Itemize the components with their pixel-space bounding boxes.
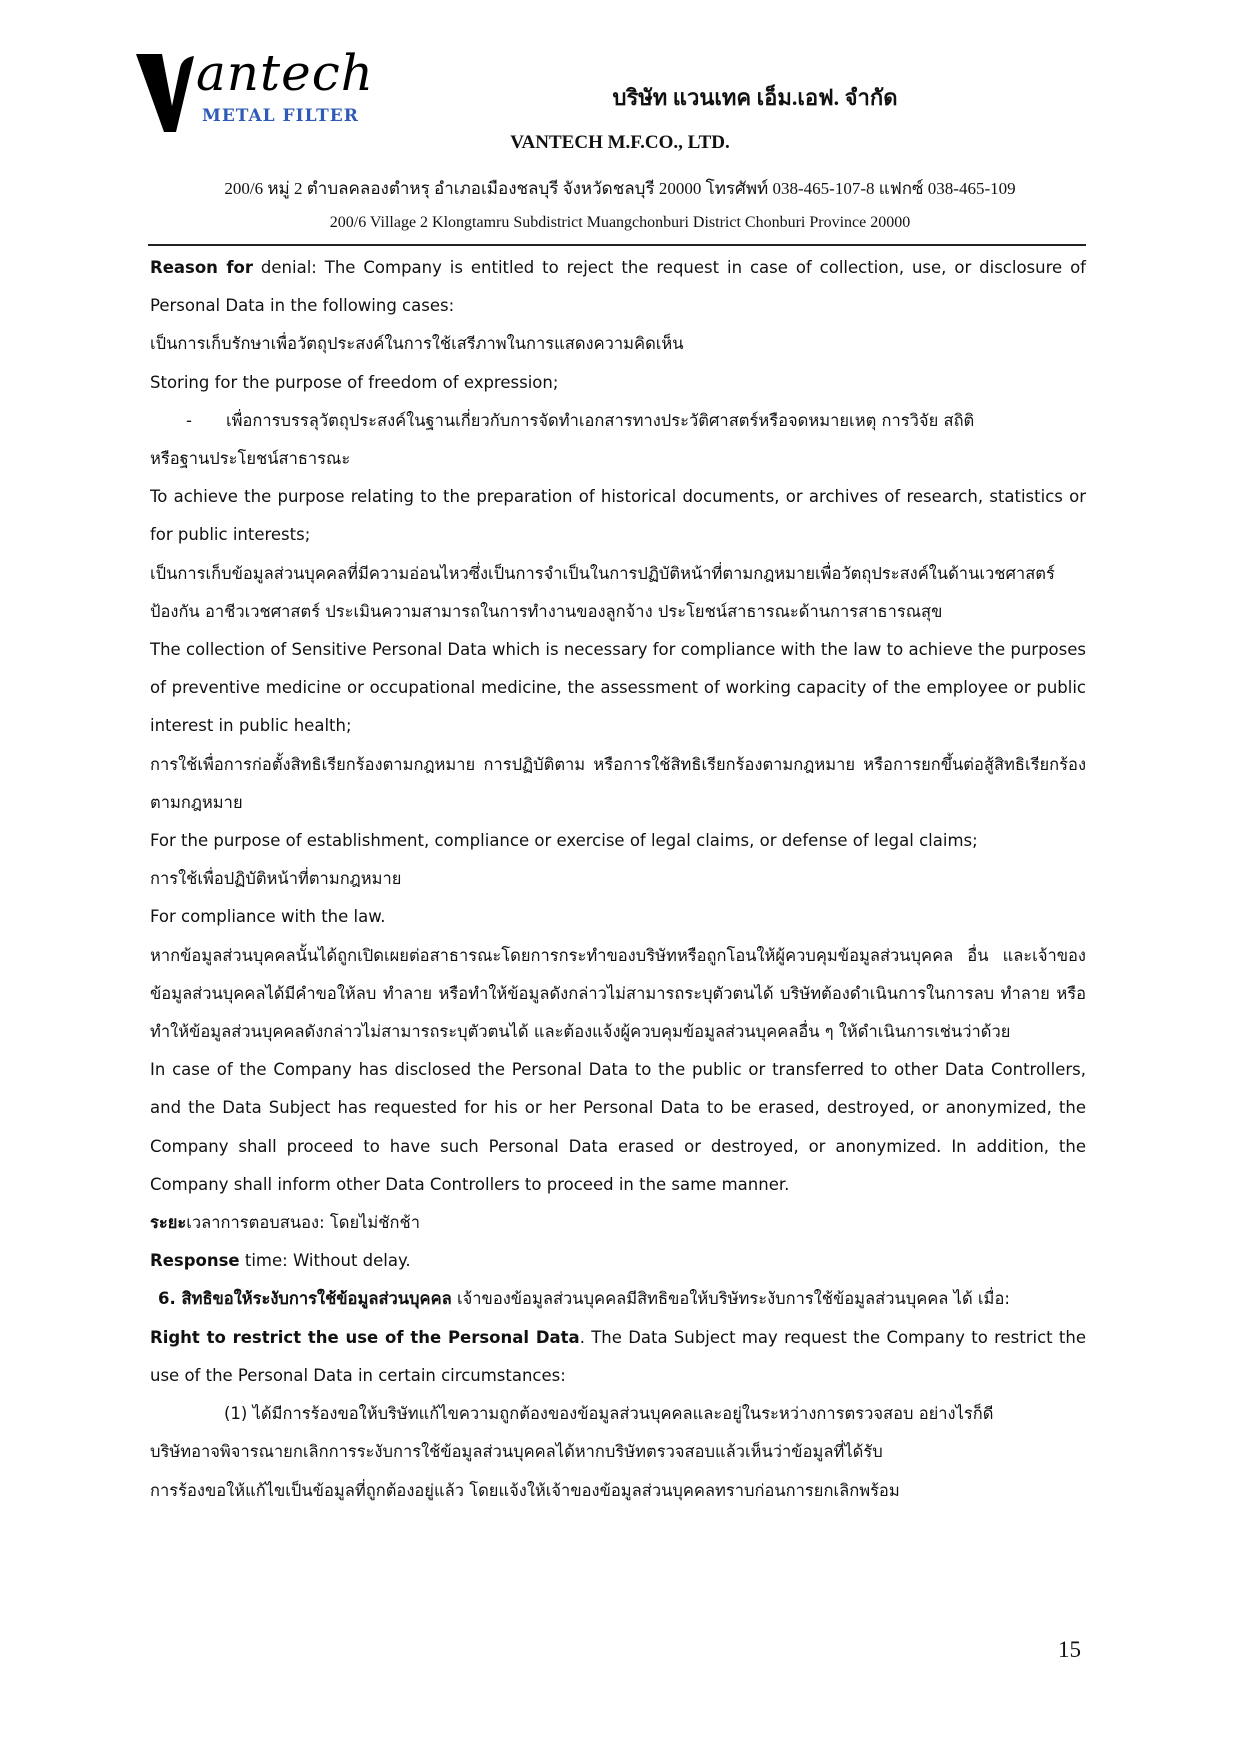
response-time-thai-text: เวลาการตอบสนอง: โดยไม่ชักช้า <box>186 1213 420 1233</box>
document-body <box>150 249 1086 1510</box>
case3-english: The collection of Sensitive Personal Data which is necessary for compliance with the law to achieve the purposes of preventive medicine or occupational medicine, the assessment of working capacity of the employee or public interest in public health; <box>150 640 1086 736</box>
section6-thai <box>150 1280 1086 1318</box>
address-english: 200/6 Village 2 Klongtamru Subdistrict Muangchonburi District Chonburi Province 20000 <box>329 214 911 231</box>
section6-english <box>150 1319 1086 1395</box>
section6-english-heading: Right to restrict the use of the Personal Data <box>150 1327 580 1347</box>
section6-english-text: . The Data Subject may request the Company to restrict the use of the Personal Data in certain circumstances: <box>150 1327 1086 1385</box>
company-name-thai: บริษัท แวนเทค เอ็ม.เอฟ. จำกัด <box>612 85 898 110</box>
response-time-english-text: time: Without delay. <box>239 1251 411 1271</box>
bullet-dash: - <box>186 410 192 430</box>
logo-subtitle: METAL FILTER <box>202 106 359 126</box>
case4-thai: การใช้เพื่อการก่อตั้งสิทธิเรียกร้องตามกฎหมาย การปฏิบัติตาม หรือการใช้สิทธิเรียกร้องตามกฎหมาย หรือการยกขึ้นต่อสู้สิทธิเรียกร้องตามกฎหมาย <box>150 754 1086 812</box>
section6-thai-heading: 6. สิทธิขอให้ระงับการใช้ข้อมูลส่วนบุคคล <box>158 1289 452 1309</box>
page-number: 15 <box>1058 1637 1081 1662</box>
logo-wordmark: antech <box>196 44 374 102</box>
section6-thai-text: เจ้าของข้อมูลส่วนบุคคลมีสิทธิขอให้บริษัทระงับการใช้ข้อมูลส่วนบุคคล ได้ เมื่อ: <box>451 1289 1010 1309</box>
item1-thai-line2: บริษัทอาจพิจารณายกเลิกการระงับการใช้ข้อมูลส่วนบุคคลได้หากบริษัทตรวจสอบแล้วเห็นว่าข้อมูลที่ได้รับ <box>150 1442 883 1462</box>
response-time-thai-label: ระยะ <box>150 1213 187 1233</box>
case2-thai-text: เพื่อการบรรลุวัตถุประสงค์ในฐานเกี่ยวกับการจัดทำเอกสารทางประวัติศาสตร์หรือจดหมายเหตุ การวิจัย สถิติ <box>226 410 975 430</box>
case4-english: For the purpose of establishment, compliance or exercise of legal claims, or defense of legal claims; <box>150 831 978 851</box>
reason-label: Reason for <box>150 258 254 277</box>
case1-thai: เป็นการเก็บรักษาเพื่อวัตถุประสงค์ในการใช้เสรีภาพในการแสดงความคิดเห็น <box>150 334 684 354</box>
address-thai: 200/6 หมู่ 2 ตำบลคลองตำหรุ อำเภอเมืองชลบุรี จังหวัดชลบุรี 20000 โทรศัพท์ 038-465-107-8 แฟกซ์ 038-465-109 <box>224 179 1016 198</box>
item1-thai-line3: การร้องขอให้แก้ไขเป็นข้อมูลที่ถูกต้องอยู่แล้ว โดยแจ้งให้เจ้าของข้อมูลส่วนบุคคลทราบก่อนการยกเลิกพร้อม <box>150 1480 900 1500</box>
company-name-english: VANTECH M.F.CO., LTD. <box>510 132 730 153</box>
case2-english: To achieve the purpose relating to the preparation of historical documents, or archives of research, statistics or for public interests; <box>150 487 1086 545</box>
case5-thai: การใช้เพื่อปฏิบัติหน้าที่ตามกฎหมาย <box>150 869 402 889</box>
reason-for-denial-paragraph <box>150 249 1086 325</box>
reason-text: denial: The Company is entitled to reject the request in case of collection, use, or disclosure of Personal Data in the following cases: <box>150 258 1086 316</box>
disclosed-data-english: In case of the Company has disclosed the Personal Data to the public or transferred to other Data Controllers, and the Data Subject has requested for his or her Personal Data to be erased, destroyed, or anonymized, the Company shall proceed to have such Personal Data erased or destroyed, or anonymized. In addition, the Company shall inform other Data Controllers to proceed in the same manner. <box>150 1060 1086 1194</box>
item1-thai-line1: (1) ได้มีการร้องขอให้บริษัทแก้ไขความถูกต้องของข้อมูลส่วนบุคคลและอยู่ในระหว่างการตรวจสอบ อย่างไรก็ดี <box>224 1404 994 1424</box>
case2-thai-continued: หรือฐานประโยชน์สาธารณะ <box>150 449 351 469</box>
response-time-thai <box>150 1204 1086 1242</box>
disclosed-data-thai: หากข้อมูลส่วนบุคคลนั้นได้ถูกเปิดเผยต่อสาธารณะโดยการกระทำของบริษัทหรือถูกโอนให้ผู้ควบคุมข้อมูลส่วนบุคคล อื่น และเจ้าของข้อมูลส่วนบุคคลได้มีคำขอให้ลบ ทำลาย หรือทำให้ข้อมูลดังกล่าวไม่สามารถระบุตัวตนได้ บริษัทต้องดำเนินการในการลบ ทำลาย หรือทำให้ข้อมูลส่วนบุคคลดังกล่าวไม่สามารถระบุตัวตนได้ และต้องแจ้งผู้ควบคุมข้อมูลส่วนบุคคลอื่น ๆ ให้ดำเนินการเช่นว่าด้วย <box>150 945 1086 1042</box>
case5-english: For compliance with the law. <box>150 907 386 927</box>
response-time-english-label: Response <box>150 1251 240 1271</box>
case2-thai <box>150 402 1086 440</box>
response-time-english <box>150 1242 1086 1280</box>
header-divider <box>148 244 1086 246</box>
case1-english: Storing for the purpose of freedom of expression; <box>150 372 559 392</box>
case3-thai: เป็นการเก็บข้อมูลส่วนบุคคลที่มีความอ่อนไหวซึ่งเป็นการจำเป็นในการปฏิบัติหน้าที่ตามกฎหมายเพื่อวัตถุประสงค์ในด้านเวชศาสตร์ป้องกัน อาชีวเวชศาสตร์ ประเมินความสามารถในการทำงานของลูกจ้าง ประโยชน์สาธารณะด้านการสาธารณสุข <box>150 563 1055 621</box>
